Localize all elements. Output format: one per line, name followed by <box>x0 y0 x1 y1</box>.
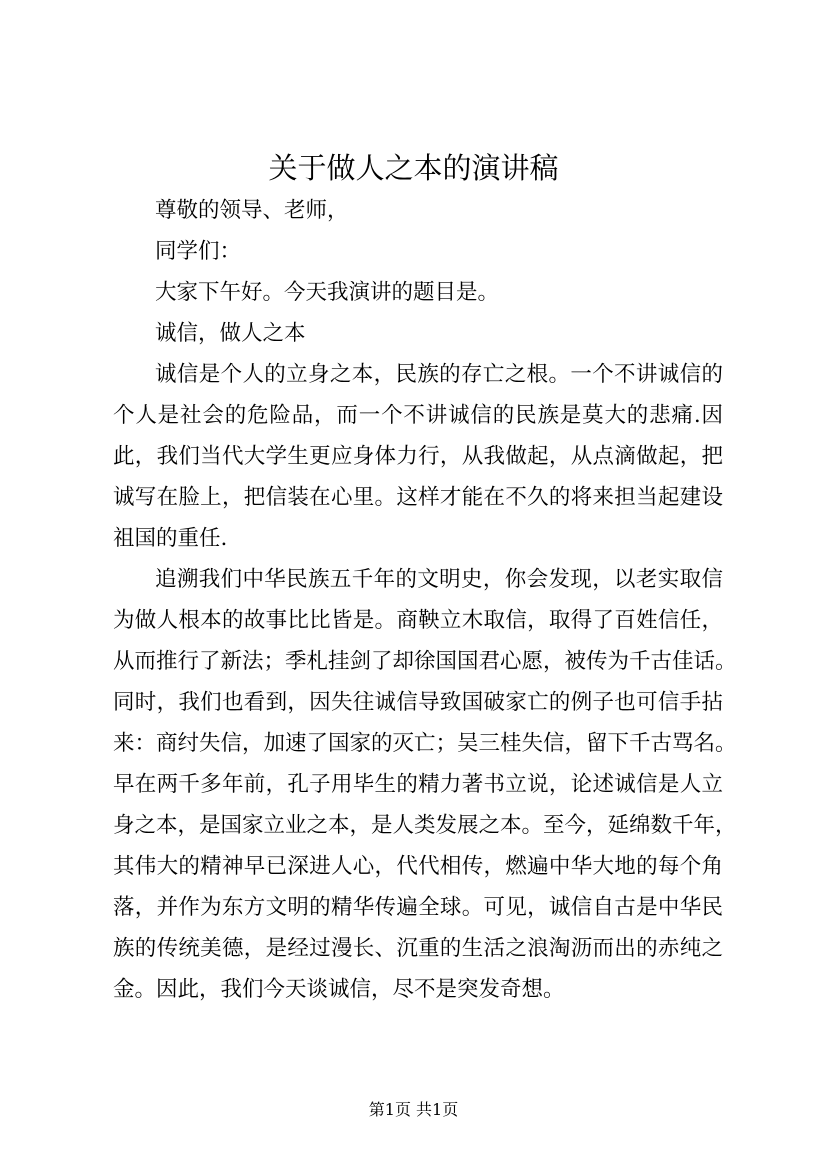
text-line: 为做人根本的故事比比皆是。商鞅立木取信，取得了百姓信任， <box>113 608 723 633</box>
text-line: 金。因此，我们今天谈诚信，尽不是突发奇想。 <box>113 977 565 1002</box>
text-line: 追溯我们中华民族五千年的文明史，你会发现，以老实取信 <box>155 567 723 592</box>
text-line: 身之本，是国家立业之本，是人类发展之本。至今，延绵数千年， <box>113 813 737 838</box>
text-line: 族的传统美德，是经过漫长、沉重的生活之浪淘沥而出的赤纯之 <box>113 936 723 961</box>
text-line: 诚信，做人之本 <box>155 321 306 346</box>
text-line: 落，并作为东方文明的精华传遍全球。可见，诚信自古是中华民 <box>113 895 723 920</box>
text-line: 个人是社会的危险品，而一个不讲诚信的民族是莫大的悲痛.因 <box>113 403 723 428</box>
text-line: 诚写在脸上，把信装在心里。这样才能在不久的将来担当起建设 <box>113 485 723 510</box>
text-line: 诚信是个人的立身之本，民族的存亡之根。一个不讲诚信的 <box>155 362 723 387</box>
document-title: 关于做人之本的演讲稿 <box>268 151 559 185</box>
document-body <box>113 190 737 1010</box>
text-line: 大家下午好。今天我演讲的题目是。 <box>155 280 500 305</box>
text-line: 此，我们当代大学生更应身体力行，从我做起，从点滴做起，把 <box>113 444 723 469</box>
text-line: 早在两千多年前，孔子用毕生的精力著书立说，论述诚信是人立 <box>113 772 723 797</box>
text-line: 来：商纣失信，加速了国家的灭亡；吴三桂失信，留下千古骂名。 <box>113 731 737 756</box>
text-line: 尊敬的领导、老师， <box>155 198 349 223</box>
text-line: 同学们： <box>155 239 242 264</box>
text-line: 同时，我们也看到，因失往诚信导致国破家亡的例子也可信手拈 <box>113 690 723 715</box>
text-line: 祖国的重任. <box>113 526 228 551</box>
page-footer: 第1页 共1页 <box>368 1100 459 1119</box>
text-line: 从而推行了新法；季札挂剑了却徐国国君心愿，被传为千古佳话。 <box>113 649 737 674</box>
text-line: 其伟大的精神早已深进人心，代代相传，燃遍中华大地的每个角 <box>113 854 723 879</box>
